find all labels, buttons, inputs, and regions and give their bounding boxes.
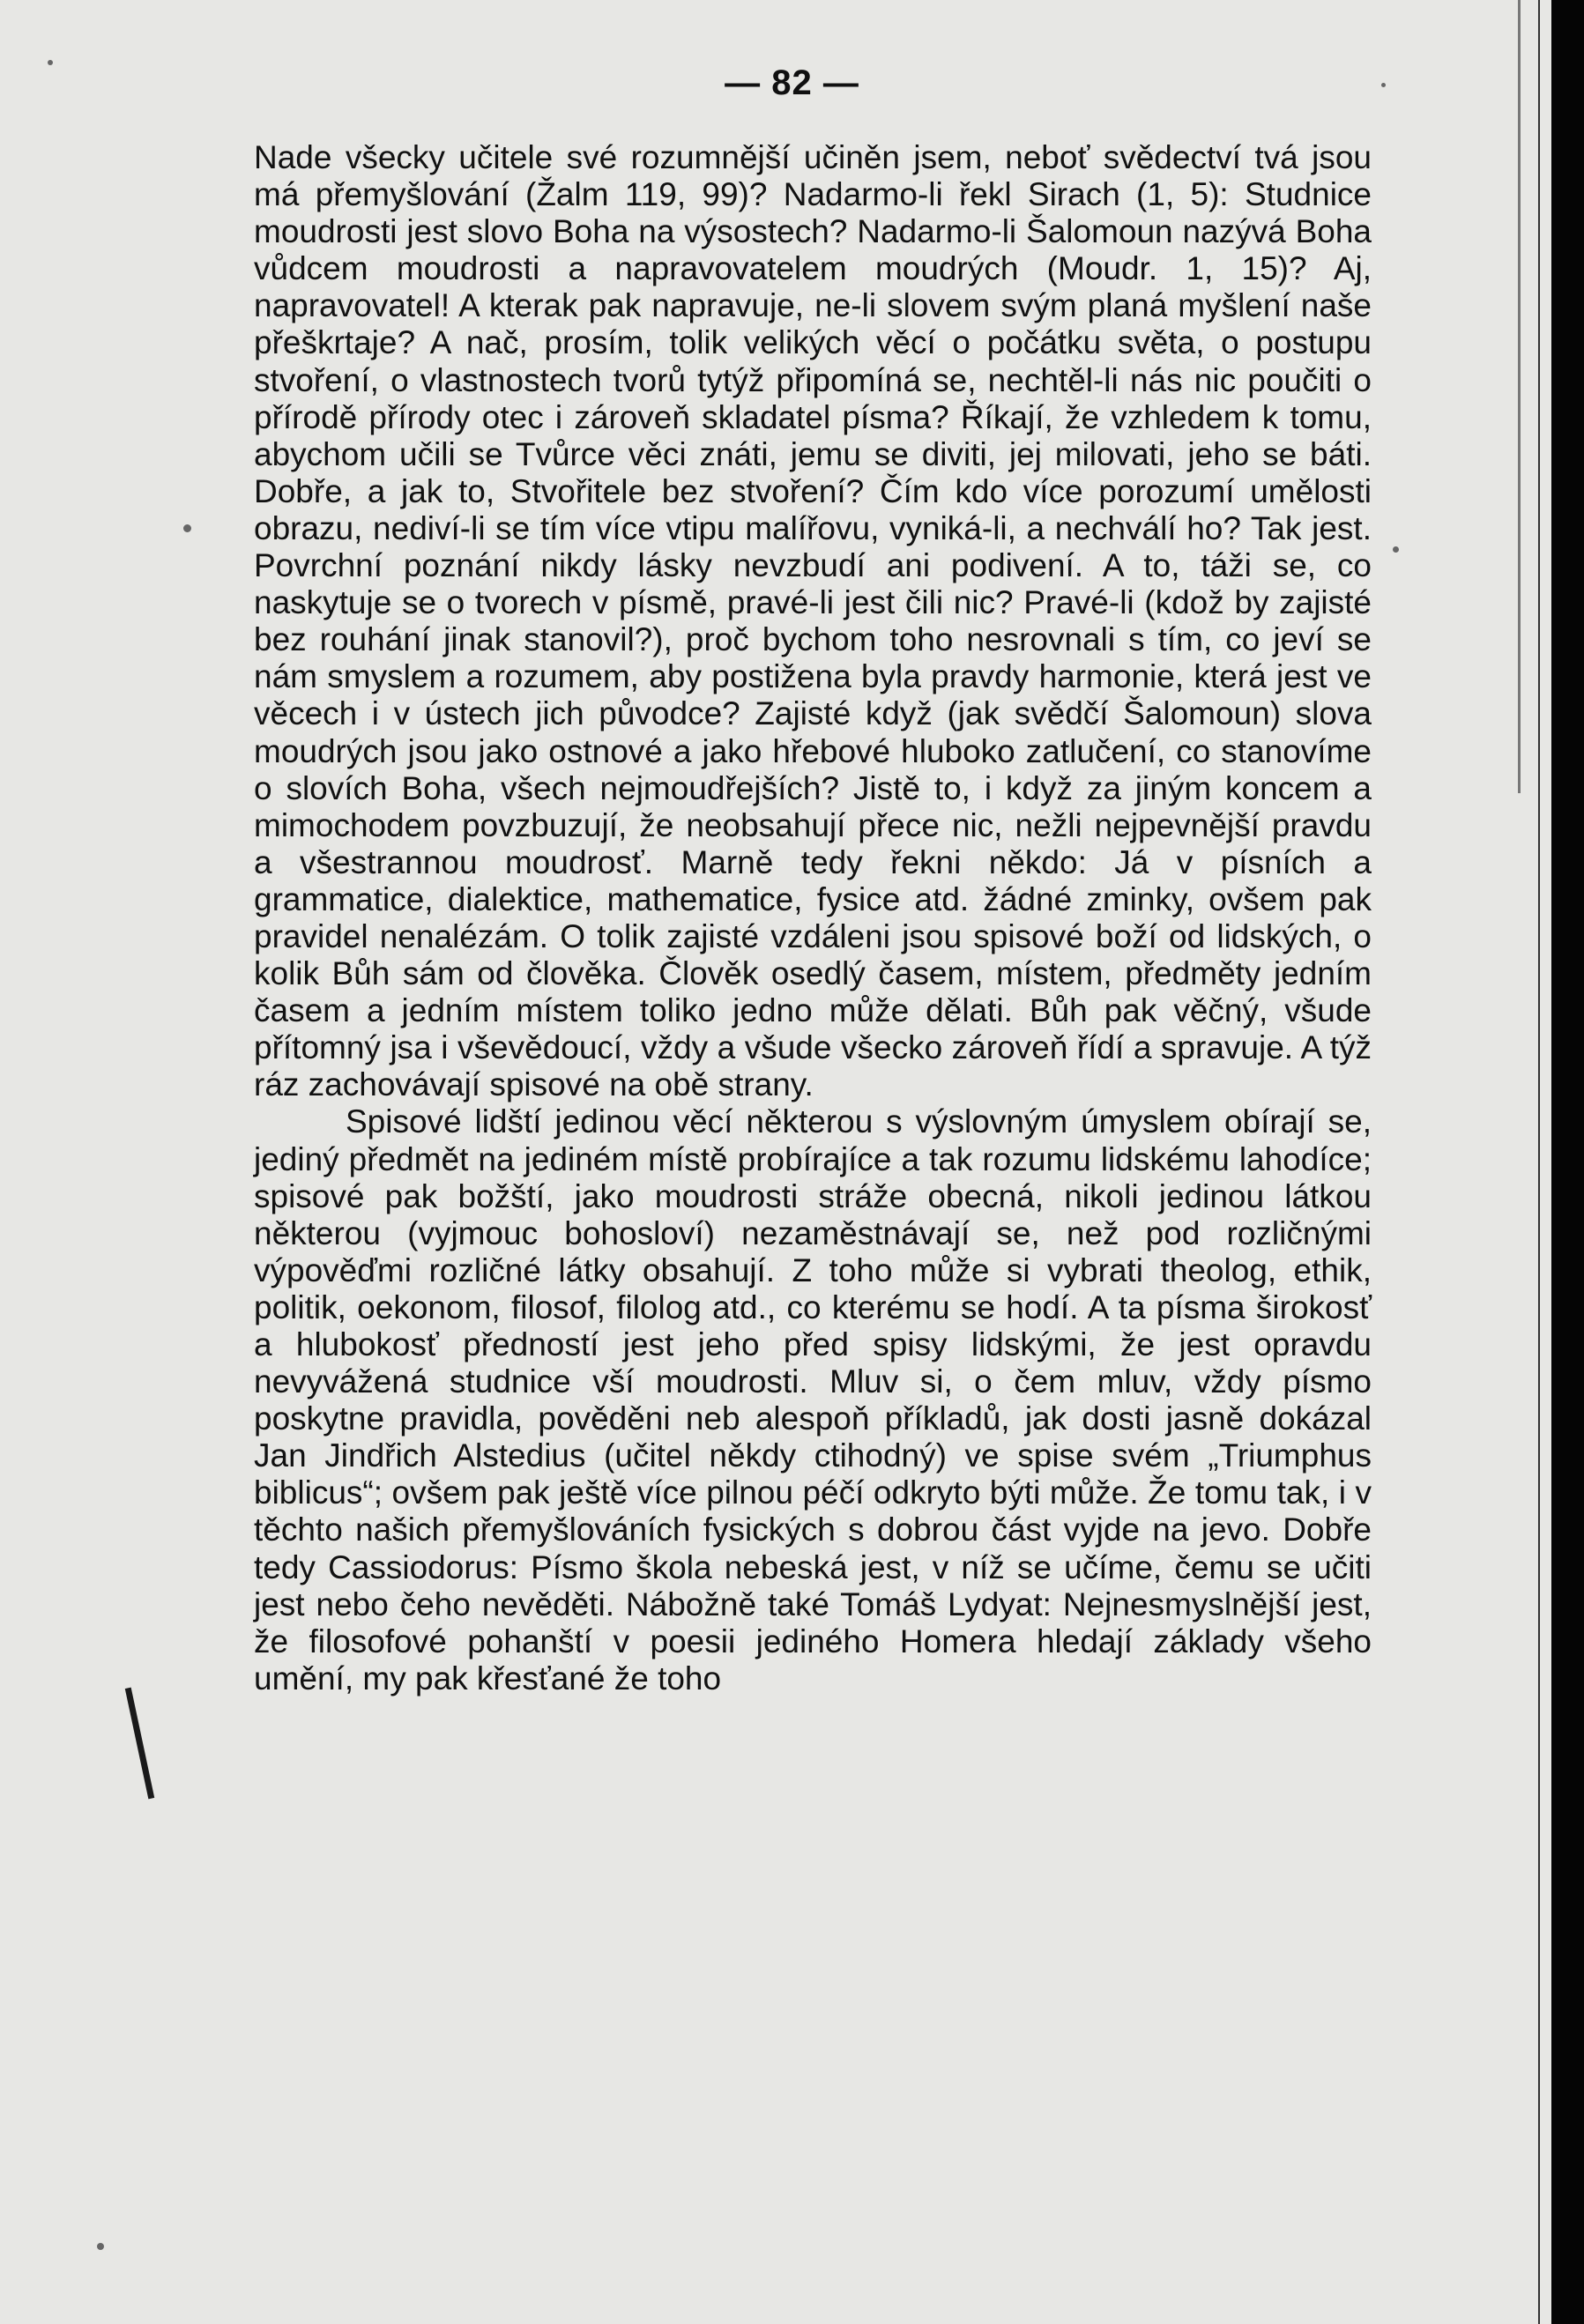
scan-speck xyxy=(48,60,53,65)
edge-line xyxy=(1538,0,1540,2324)
scan-speck xyxy=(1393,546,1399,553)
edge-line xyxy=(1518,0,1521,793)
scan-speck xyxy=(97,2243,104,2250)
margin-pen-mark xyxy=(125,1688,154,1800)
body-text xyxy=(254,139,1372,1697)
page-number: — 82 — xyxy=(725,63,859,102)
paragraph-1: Nade všecky učitele své rozumnější učiněn jsem, neboť svědectví tvá jsou má přemyšlování (Žalm 119, 99)? Nadarmo-li řekl Sirach (1, 5): Studnice moudrosti jest slovo Boha na výsostech? Nadarmo-li Šalomoun nazývá Boha vůdcem moudrosti a napravovatelem moudrých (Moudr. 1, 15)? Aj, napravovatel! A kterak pak napravuje, ne-li slovem svým planá myšlení naše přeškrtaje? A nač, prosím, tolik velikých věcí o počátku světa, o postupu stvoření, o vlastnostech tvorů tytýž připomíná se, nechtěl-li nás nic poučiti o přírodě přírody otec i zároveň skladatel písma? Říkají, že vzhledem k tomu, abychom učili se Tvůrce věci znáti, jemu se diviti, jej milovati, jeho se báti. Dobře, a jak to, Stvořitele bez stvoření? Čím kdo více porozumí umělosti obrazu, nediví-li se tím více vtipu malířovu, vyniká-li, a nechválí ho? Tak jest. Povrchní poznání nikdy lásky nevzbudí ani podivení. A to, táži se, co naskytuje se o tvorech v písmě, pravé-li jest čili nic? Pravé-li (kdož by zajisté bez rouhání jinak stanovil?), proč bychom toho nesrovnali s tím, co jeví se nám smyslem a rozumem, aby postižena byla pravdy harmonie, která jest ve věcech i v ústech jich původce? Zajisté když (jak svědčí Šalomoun) slova moudrých jsou jako ostnové a jako hřebové hluboko zatlučení, co stanovíme o slovích Boha, všech nejmoudřejších? Jistě to, i když za jiným koncem a mimochodem povzbuzují, že neobsahují přece nic, nežli nejpevnější pravdu a všestrannou moudrosť. Marně tedy řekni někdo: Já v písních a grammatice, dialektice, mathematice, fysice atd. žádné zminky, ovšem pak pravidel nenalézám. O tolik zajisté vzdáleni jsou spisové boží od lidských, o kolik Bůh sám od člověka. Člověk osedlý časem, místem, předměty jedním časem a jedním místem toliko jedno může dělati. Bůh pak věčný, všude přítomný jsa i vševědoucí, vždy a všude všecko zároveň řídí a spravuje. A týž ráz zachovávají spisové na obě strany. xyxy=(254,139,1372,1103)
scan-speck xyxy=(183,524,191,532)
scan-speck xyxy=(1381,83,1386,87)
page-right-edge xyxy=(1551,0,1584,2324)
paragraph-2: Spisové lidští jedinou věcí některou s výslovným úmyslem obírají se, jediný předmět na jediném místě probírajíce a tak rozumu lidskému lahodíce; spisové pak božští, jako moudrosti stráže obecná, nikoli jedinou látkou některou (vyjmouc bohosloví) nezaměstnávají se, než pod rozličnými výpověďmi rozličné látky obsahují. Z toho může si vybrati theolog, ethik, politik, oekonom, filosof, filolog atd., co kterému se hodí. A ta písma širokosť a hlubokosť předností jest jeho před spisy lidskými, že jest opravdu nevyvážená studnice vší moudrosti. Mluv si, o čem mluv, vždy písmo poskytne pravidla, pověděni neb alespoň příkladů, jak dosti jasně dokázal Jan Jindřich Alstedius (učitel někdy ctihodný) ve spise svém „Triumphus biblicus“; ovšem pak ještě více pilnou péčí odkryto býti může. Že tomu tak, i v těchto našich přemyšlováních fysických s dobrou část vyjde na jevo. Dobře tedy Cassiodorus: Písmo škola nebeská jest, v níž se učíme, čemu se učiti jest nebo čeho nevěděti. Nábožně také Tomáš Lydyat: Nejnesmyslnější jest, že filosofové pohanští v poesii jediného Homera hledají základy všeho umění, my pak křesťané že toho xyxy=(254,1103,1372,1697)
